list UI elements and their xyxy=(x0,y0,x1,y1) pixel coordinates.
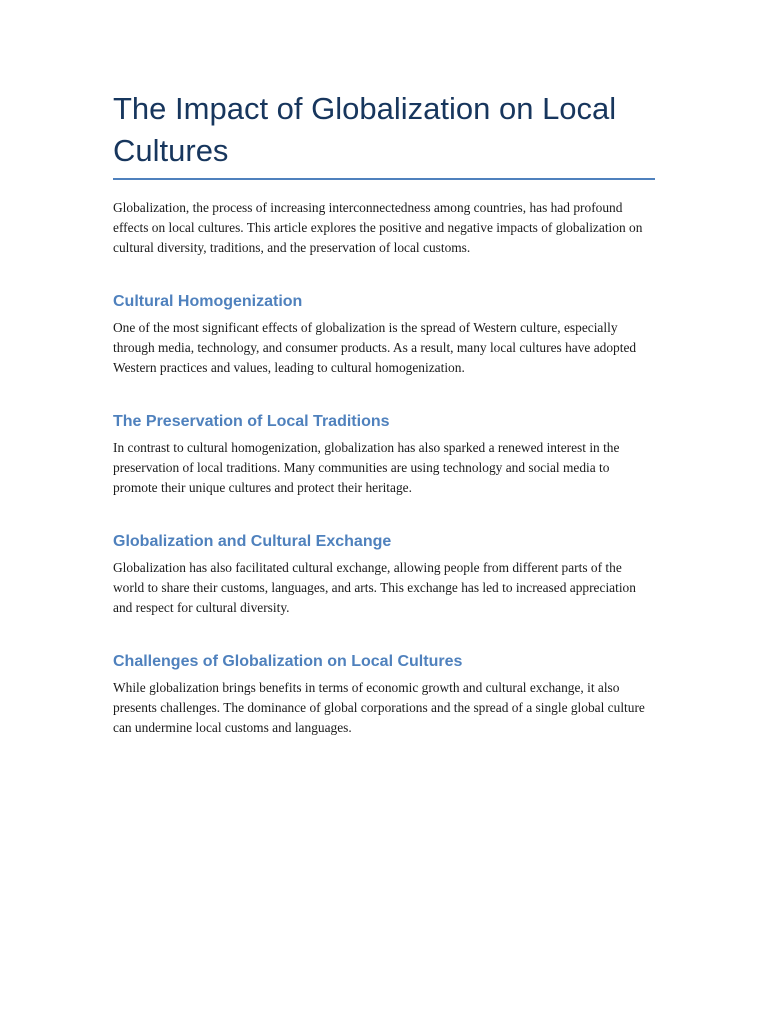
section-body-preservation-of-local-traditions: In contrast to cultural homogenization, globalization has also sparked a renewed interest in the preservation of local traditions. Many communities are using technology and social media to promote their unique cultures and protect their heritage. xyxy=(113,440,620,495)
section-heading-cultural-homogenization: Cultural Homogenization xyxy=(113,293,303,310)
section-body-cultural-homogenization: One of the most significant effects of globalization is the spread of Western culture, especially through media, technology, and consumer products. As a result, many local cultures have adopted Western practices and values, leading to cultural homogenization. xyxy=(113,320,637,375)
section-body-cultural-exchange: Globalization has also facilitated cultural exchange, allowing people from different parts of the world to share their customs, languages, and arts. This exchange has led to increased appreciation and respect for cultural diversity. xyxy=(113,560,636,615)
section-heading-cultural-exchange: Globalization and Cultural Exchange xyxy=(113,533,392,550)
intro-paragraph: Globalization, the process of increasing interconnectedness among countries, has had profound effects on local cultures. This article explores the positive and negative impacts of globalization on cultural diversity, traditions, and the preservation of local customs. xyxy=(113,200,643,255)
document-title: The Impact of Globalization on Local Cultures xyxy=(113,91,617,168)
title-divider xyxy=(113,178,655,180)
section-heading-challenges: Challenges of Globalization on Local Cultures xyxy=(113,653,463,670)
document-page xyxy=(113,88,655,738)
section-heading-preservation-of-local-traditions: The Preservation of Local Traditions xyxy=(113,413,390,430)
section-body-challenges: While globalization brings benefits in terms of economic growth and cultural exchange, it also presents challenges. The dominance of global corporations and the spread of a single global culture can undermine local customs and languages. xyxy=(113,680,645,735)
